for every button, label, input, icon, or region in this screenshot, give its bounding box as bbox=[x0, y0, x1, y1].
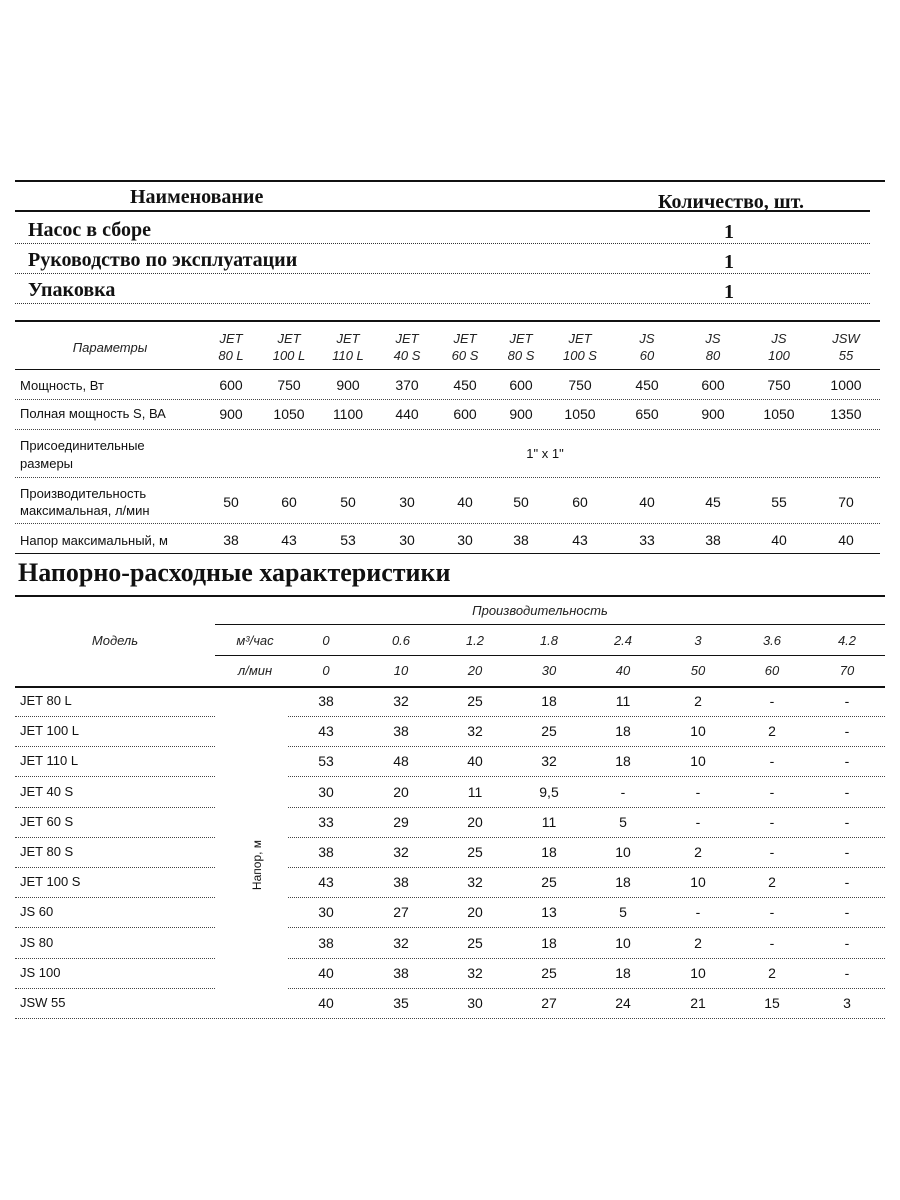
params-row-label: Напор максимальный, м bbox=[20, 533, 168, 548]
flow-cell: 20 bbox=[393, 783, 409, 800]
params-model-header-line1: JET bbox=[277, 331, 301, 346]
flow-cell: 2 bbox=[694, 693, 702, 709]
params-model-header-line2: 100 L bbox=[272, 348, 306, 363]
flow-cell: 29 bbox=[393, 813, 409, 830]
flow-row-divider bbox=[15, 958, 215, 959]
flow-cell: - bbox=[769, 904, 775, 921]
flow-cell: - bbox=[844, 964, 850, 981]
params-cell: 1350 bbox=[830, 406, 862, 422]
flow-cell: 10 bbox=[690, 964, 706, 981]
contents-row-divider bbox=[15, 303, 870, 304]
flow-row-divider bbox=[15, 1018, 885, 1019]
flow-cell: - bbox=[844, 904, 850, 921]
contents-top-rule bbox=[15, 180, 885, 182]
flow-row-model: JET 60 S bbox=[20, 813, 74, 829]
flow-cell: 5 bbox=[619, 813, 627, 830]
flow-cell: 18 bbox=[615, 753, 631, 770]
contents-row-qty-2: 1 bbox=[724, 281, 734, 303]
flow-row-divider bbox=[288, 776, 885, 777]
params-model-header-line1: JSW bbox=[832, 331, 860, 346]
flow-row-model: JSW 55 bbox=[20, 995, 66, 1010]
flow-row-divider bbox=[15, 746, 215, 747]
flow-cell: 10 bbox=[615, 934, 631, 951]
params-model-header-line2: 40 S bbox=[393, 348, 421, 363]
flow-lmin-value: 70 bbox=[839, 663, 855, 678]
params-cell: 30 bbox=[399, 494, 415, 510]
flow-row-model: JET 80 S bbox=[20, 844, 74, 859]
flow-row-divider bbox=[15, 867, 215, 868]
params-cell: 53 bbox=[340, 532, 356, 548]
params-model-header-line1: JS bbox=[705, 331, 721, 346]
flow-row-model: JS 100 bbox=[20, 964, 61, 980]
flow-cell: 35 bbox=[393, 995, 409, 1011]
flow-cell: - bbox=[769, 844, 775, 860]
params-cell: 60 bbox=[572, 494, 588, 510]
params-cell: 900 bbox=[336, 377, 360, 393]
flow-cell: 18 bbox=[541, 934, 557, 951]
flow-cell: 32 bbox=[541, 753, 557, 770]
flow-cell: 32 bbox=[393, 844, 409, 860]
flow-m3-rule bbox=[215, 655, 885, 656]
params-row-label: Мощность, Вт bbox=[20, 378, 104, 393]
params-cell: 45 bbox=[705, 494, 721, 510]
params-cell: 1100 bbox=[332, 406, 364, 422]
params-model-header-line2: 80 bbox=[705, 348, 721, 363]
params-cell: 33 bbox=[639, 532, 655, 548]
params-model-header-line2: 60 S bbox=[451, 348, 479, 363]
params-row-label: размеры bbox=[20, 456, 74, 471]
flow-cell: 30 bbox=[467, 995, 483, 1011]
params-model-header-line1: JS bbox=[771, 331, 787, 346]
flow-row-model: JET 40 S bbox=[20, 783, 74, 799]
flow-lmin-value: 20 bbox=[467, 663, 483, 678]
flow-cell: 10 bbox=[690, 723, 706, 740]
params-top-rule bbox=[15, 320, 880, 322]
flow-row-divider bbox=[288, 716, 885, 717]
params-cell: 43 bbox=[572, 532, 588, 548]
flow-row-divider bbox=[288, 958, 885, 959]
flow-row-divider bbox=[15, 716, 215, 717]
flow-unit-lmin: л/мин bbox=[237, 663, 273, 678]
params-model-header-line2: 100 S bbox=[563, 348, 597, 363]
flow-cell: 32 bbox=[467, 874, 483, 891]
flow-cell: 18 bbox=[541, 844, 557, 860]
params-model-header-line2: 80 S bbox=[507, 348, 535, 363]
params-row-label: Полная мощность S, ВА bbox=[20, 406, 166, 421]
flow-cell: 30 bbox=[318, 904, 334, 921]
flow-cell: 10 bbox=[690, 874, 706, 891]
params-cell: 40 bbox=[838, 532, 854, 548]
flow-row-divider bbox=[288, 897, 885, 898]
flow-cell: - bbox=[769, 693, 775, 709]
flow-row-divider bbox=[288, 837, 885, 838]
flow-lmin-value: 0 bbox=[322, 663, 330, 678]
flow-lmin-value: 60 bbox=[764, 663, 780, 678]
flow-cell: 2 bbox=[694, 844, 702, 860]
contents-row-divider bbox=[15, 243, 870, 244]
params-cell: 750 bbox=[277, 377, 301, 393]
flow-cell: 2 bbox=[768, 874, 776, 891]
flow-cell: 43 bbox=[318, 723, 334, 740]
flow-cell: 25 bbox=[467, 934, 483, 951]
flow-cell: 40 bbox=[318, 995, 334, 1011]
params-row-label: максимальная, л/мин bbox=[20, 503, 150, 518]
params-model-header-line2: 110 L bbox=[332, 348, 364, 363]
flow-cell: - bbox=[844, 783, 850, 800]
flow-cell: 2 bbox=[768, 964, 776, 981]
flow-row-divider bbox=[15, 988, 215, 989]
params-row-label: Производительность bbox=[20, 486, 147, 501]
params-cell: 60 bbox=[281, 494, 297, 510]
flow-row-divider bbox=[288, 927, 885, 928]
params-cell: 650 bbox=[635, 406, 659, 422]
flow-m3-value: 1.8 bbox=[539, 633, 559, 648]
params-cell: 600 bbox=[453, 406, 477, 422]
flow-cell: 40 bbox=[318, 964, 334, 981]
flow-cell: 32 bbox=[467, 964, 483, 981]
flow-cell: 32 bbox=[393, 693, 409, 709]
params-cell: 38 bbox=[705, 532, 721, 548]
params-model-header-line1: JET bbox=[219, 331, 243, 346]
flow-cell: - bbox=[695, 904, 701, 921]
flow-cell: 15 bbox=[764, 995, 780, 1011]
flow-cell: 21 bbox=[690, 995, 706, 1011]
flow-head-label: Напор, м bbox=[250, 839, 264, 891]
params-cell: 50 bbox=[223, 494, 239, 510]
flow-m3-value: 3 bbox=[694, 633, 702, 648]
params-header-rule bbox=[15, 369, 880, 370]
flow-cell: 18 bbox=[615, 874, 631, 891]
flow-row-divider bbox=[288, 746, 885, 747]
params-cell: 600 bbox=[509, 377, 533, 393]
flow-row-model: JS 80 bbox=[20, 934, 54, 950]
flow-cell: - bbox=[695, 813, 701, 830]
params-cell: 40 bbox=[639, 494, 655, 510]
params-model-header-line1: JET bbox=[509, 331, 533, 346]
flow-row-divider bbox=[288, 988, 885, 989]
flow-cell: - bbox=[844, 693, 850, 709]
flow-cell: - bbox=[769, 783, 775, 800]
flow-cell: - bbox=[844, 813, 850, 830]
params-model-header-line2: 80 L bbox=[218, 348, 244, 363]
flow-cell: 40 bbox=[467, 753, 483, 770]
params-cell: 43 bbox=[281, 532, 297, 548]
flow-cell: - bbox=[769, 934, 775, 951]
flow-cell: 38 bbox=[318, 934, 334, 951]
contents-header-rule bbox=[15, 210, 870, 212]
flow-lmin-value: 50 bbox=[690, 663, 706, 678]
params-row-divider bbox=[15, 429, 880, 430]
flow-m3-value: 2.4 bbox=[613, 633, 633, 648]
flow-cell: - bbox=[769, 753, 775, 770]
flow-cell: 24 bbox=[615, 995, 631, 1011]
flow-cell: 25 bbox=[541, 964, 557, 981]
flow-row-model: JS 60 bbox=[20, 904, 54, 920]
params-cell: 70 bbox=[838, 494, 854, 510]
flow-lmin-value: 10 bbox=[393, 663, 409, 678]
flow-top-rule bbox=[15, 595, 885, 597]
flow-cell: - bbox=[844, 844, 850, 860]
flow-cell: 53 bbox=[318, 753, 334, 770]
flow-cell: 20 bbox=[467, 904, 483, 921]
contents-header-name: Наименование bbox=[130, 186, 264, 208]
flow-cell: 2 bbox=[768, 723, 776, 740]
params-cell: 38 bbox=[513, 532, 529, 548]
flow-cell: 20 bbox=[467, 813, 483, 830]
flow-cell: 25 bbox=[467, 844, 483, 860]
flow-cell: 18 bbox=[615, 964, 631, 981]
params-cell: 600 bbox=[701, 377, 725, 393]
contents-row-qty-0: 1 bbox=[724, 221, 734, 243]
params-merged-value: 1" x 1" bbox=[526, 446, 564, 461]
flow-cell: 27 bbox=[541, 995, 557, 1011]
params-header-label: Параметры bbox=[72, 340, 148, 355]
flow-cell: 27 bbox=[393, 904, 409, 921]
params-cell: 55 bbox=[771, 494, 787, 510]
flow-cell: 25 bbox=[541, 874, 557, 891]
params-cell: 1000 bbox=[830, 377, 862, 393]
params-model-header-line1: JS bbox=[639, 331, 655, 346]
params-row-divider bbox=[15, 523, 880, 524]
flow-m3-value: 0 bbox=[322, 633, 330, 648]
flow-cell: - bbox=[844, 874, 850, 891]
params-cell: 450 bbox=[453, 377, 477, 393]
flow-m3-value: 0.6 bbox=[391, 633, 411, 648]
params-cell: 900 bbox=[219, 406, 243, 422]
flow-m3-value: 3.6 bbox=[762, 633, 782, 648]
flow-cell: - bbox=[844, 723, 850, 740]
flow-cell: 11 bbox=[467, 783, 483, 800]
flow-lmin-value: 30 bbox=[541, 663, 557, 678]
flow-cell: 2 bbox=[694, 934, 702, 951]
flow-cell: 25 bbox=[467, 693, 483, 709]
flow-lmin-value: 40 bbox=[615, 663, 631, 678]
flow-cell: 33 bbox=[318, 813, 334, 830]
params-model-header-line1: JET bbox=[453, 331, 477, 346]
params-cell: 40 bbox=[457, 494, 473, 510]
contents-row-name-1: Руководство по эксплуатации bbox=[28, 249, 298, 271]
flow-cell: 18 bbox=[615, 723, 631, 740]
flow-cell: 9,5 bbox=[539, 783, 559, 800]
params-model-header-line1: JET bbox=[336, 331, 360, 346]
flow-cell: - bbox=[844, 753, 850, 770]
flow-cell: 32 bbox=[393, 934, 409, 951]
flow-cell: 38 bbox=[393, 964, 409, 981]
flow-perf-rule bbox=[215, 624, 885, 625]
flow-cell: 38 bbox=[318, 844, 334, 860]
params-cell: 50 bbox=[513, 494, 529, 510]
flow-cell: 30 bbox=[318, 783, 334, 800]
flow-cell: 11 bbox=[615, 693, 631, 709]
flow-row-divider bbox=[288, 807, 885, 808]
params-cell: 370 bbox=[395, 377, 419, 393]
flow-cell: - bbox=[769, 813, 775, 830]
params-row-divider bbox=[15, 399, 880, 400]
params-cell: 30 bbox=[457, 532, 473, 548]
flow-cell: 32 bbox=[467, 723, 483, 740]
flow-row-divider bbox=[15, 927, 215, 928]
params-cell: 750 bbox=[568, 377, 592, 393]
contents-header-qty: Количество, шт. bbox=[658, 191, 804, 213]
contents-row-qty-1: 1 bbox=[724, 251, 734, 273]
flow-cell: 48 bbox=[393, 753, 409, 770]
flow-cell: 38 bbox=[393, 874, 409, 891]
params-cell: 1050 bbox=[763, 406, 795, 422]
flow-cell: - bbox=[844, 934, 850, 951]
flow-cell: 18 bbox=[541, 693, 557, 709]
flow-row-divider bbox=[15, 837, 215, 838]
contents-row-name-2: Упаковка bbox=[28, 279, 116, 301]
params-cell: 38 bbox=[223, 532, 239, 548]
params-cell: 40 bbox=[771, 532, 787, 548]
contents-row-divider bbox=[15, 273, 870, 274]
flow-row-model: JET 110 L bbox=[20, 753, 79, 769]
flow-header-model: Модель bbox=[91, 633, 139, 648]
flow-row-model: JET 80 L bbox=[20, 693, 72, 708]
flow-cell: 10 bbox=[615, 844, 631, 860]
flow-row-divider bbox=[288, 867, 885, 868]
flow-unit-m3: м³/час bbox=[236, 633, 274, 648]
flow-cell: 11 bbox=[541, 813, 557, 830]
flow-title: Напорно-расходные характеристики bbox=[18, 558, 451, 587]
params-model-header-line2: 100 bbox=[768, 348, 790, 363]
params-cell: 450 bbox=[635, 377, 659, 393]
params-cell: 900 bbox=[509, 406, 533, 422]
params-model-header-line2: 60 bbox=[639, 348, 655, 363]
flow-cell: 5 bbox=[619, 904, 627, 921]
params-model-header-line2: 55 bbox=[838, 348, 854, 363]
flow-cell: - bbox=[620, 783, 626, 800]
params-cell: 750 bbox=[767, 377, 791, 393]
params-cell: 900 bbox=[701, 406, 725, 422]
flow-row-divider bbox=[15, 776, 215, 777]
flow-cell: 10 bbox=[690, 753, 706, 770]
flow-cell: - bbox=[695, 783, 701, 800]
params-cell: 50 bbox=[340, 494, 356, 510]
params-row-divider bbox=[15, 477, 880, 478]
params-cell: 440 bbox=[395, 406, 419, 422]
flow-row-divider bbox=[15, 807, 215, 808]
flow-cell: 38 bbox=[393, 723, 409, 740]
params-cell: 1050 bbox=[564, 406, 596, 422]
contents-row-name-0: Насос в сборе bbox=[28, 219, 151, 241]
flow-cell: 3 bbox=[843, 995, 851, 1011]
params-cell: 600 bbox=[219, 377, 243, 393]
flow-cell: 38 bbox=[318, 693, 334, 709]
flow-m3-value: 1.2 bbox=[465, 633, 485, 648]
flow-row-divider bbox=[15, 897, 215, 898]
params-bottom-rule bbox=[15, 553, 880, 554]
flow-row-model: JET 100 S bbox=[20, 874, 81, 890]
params-row-label: Присоединительные bbox=[20, 438, 145, 453]
flow-row-model: JET 100 L bbox=[20, 723, 80, 739]
params-model-header-line1: JET bbox=[395, 331, 419, 346]
flow-m3-value: 4.2 bbox=[837, 633, 857, 648]
flow-header-rule bbox=[15, 686, 885, 688]
params-cell: 1050 bbox=[273, 406, 305, 422]
params-cell: 30 bbox=[399, 532, 415, 548]
flow-cell: 43 bbox=[318, 874, 334, 891]
params-model-header-line1: JET bbox=[568, 331, 592, 346]
flow-cell: 25 bbox=[541, 723, 557, 740]
flow-header-perf: Производительность bbox=[472, 603, 608, 618]
flow-cell: 13 bbox=[541, 904, 557, 921]
